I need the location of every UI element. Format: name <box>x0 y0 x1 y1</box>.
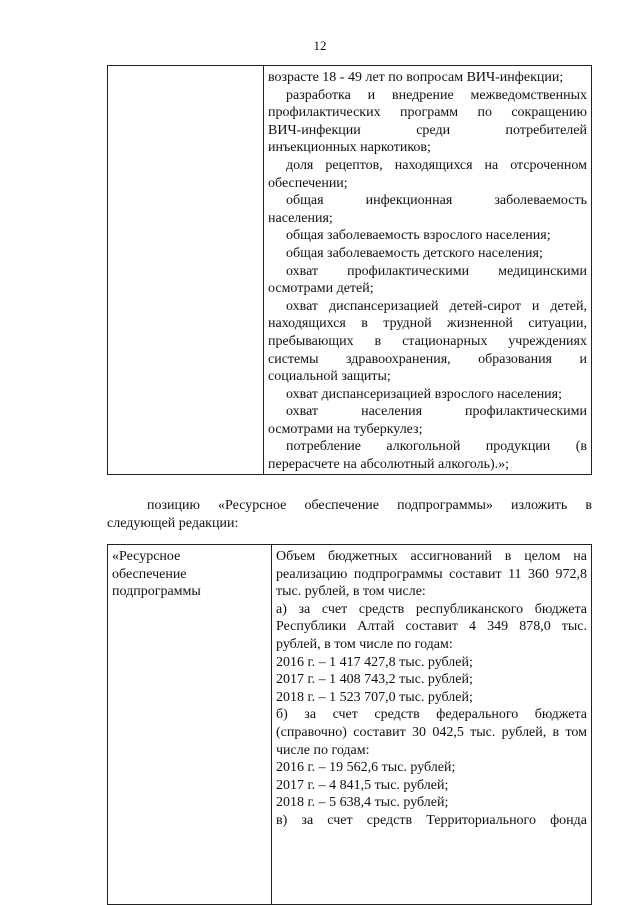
text-line: социальной защиты; <box>268 369 391 385</box>
text-line: 2018 г. – 5 638,4 тыс. рублей; <box>276 795 449 811</box>
text-line: доля рецептов, находящихся на отсроченном <box>286 157 587 173</box>
text-line: 2016 г. – 19 562,6 тыс. рублей; <box>276 760 456 776</box>
resource-label-cell <box>108 545 272 905</box>
label-line: обеспечение <box>112 566 187 582</box>
text-line: обеспечении; <box>268 175 348 191</box>
text-line: охват диспансеризацией взрослого населения; <box>286 386 563 402</box>
text-line: (справочно) составит 30 042,5 тыс. рублей, в том <box>276 724 587 740</box>
page-number: 12 <box>313 38 327 53</box>
text-line: общая заболеваемость детского населения; <box>286 245 543 261</box>
table-row <box>108 66 592 475</box>
paragraph-line: позицию «Ресурсное обеспечение подпрограммы» изложить в <box>147 498 592 513</box>
resource-value-cell <box>272 545 592 905</box>
text-line: охват профилактическими медицинскими <box>286 263 587 279</box>
text-line: находящихся в трудной жизненной ситуации, <box>268 316 587 332</box>
text-line: 2017 г. – 1 408 743,2 тыс. рублей; <box>276 672 473 688</box>
text-line: 2016 г. – 1 417 427,8 тыс. рублей; <box>276 654 473 670</box>
table-cell-empty <box>108 66 264 475</box>
instruction-paragraph <box>107 497 592 532</box>
text-line: пребывающих в стационарных учреждениях <box>268 333 587 349</box>
text-line: б) за счет средств федерального бюджета <box>276 707 587 723</box>
text-line: числе по годам: <box>276 742 370 758</box>
table-row <box>108 545 592 905</box>
text-line: 2017 г. – 4 841,5 тыс. рублей; <box>276 777 449 793</box>
text-line: возрасте 18 - 49 лет по вопросам ВИЧ-инфекции; <box>268 70 564 85</box>
text-line: в) за счет средств Территориального фонда <box>276 812 587 828</box>
text-line: осмотрами детей; <box>268 281 374 297</box>
text-line: Республики Алтай составит 4 349 878,0 тыс. <box>276 619 587 635</box>
text-line: общая заболеваемость взрослого населения; <box>286 228 551 244</box>
text-line: системы здравоохранения, образования и <box>268 351 587 367</box>
text-line: ВИЧ-инфекции среди потребителей <box>268 122 587 138</box>
indicators-table <box>107 65 592 475</box>
text-line: перерасчете на абсолютный алкоголь).»; <box>268 457 510 473</box>
text-line: профилактических программ по сокращению <box>268 105 587 121</box>
resource-table <box>107 544 592 905</box>
text-line: рублей, в том числе по годам: <box>276 636 453 652</box>
text-line: реализацию подпрограммы составит 11 360 972,8 <box>276 566 587 582</box>
text-line: инъекционных наркотиков; <box>268 140 431 156</box>
text-line: общая инфекционная заболеваемость <box>286 193 587 209</box>
text-line: тыс. рублей, в том числе: <box>276 584 426 600</box>
text-line: охват населения профилактическими <box>286 404 587 420</box>
text-line: 2018 г. – 1 523 707,0 тыс. рублей; <box>276 689 473 705</box>
label-line: подпрограммы <box>112 584 201 600</box>
text-line: потребление алкогольной продукции (в <box>286 439 587 455</box>
indicators-cell <box>264 66 592 475</box>
text-line: населения; <box>268 210 333 226</box>
text-line: разработка и внедрение межведомственных <box>286 87 587 103</box>
paragraph-line: следующей редакции: <box>107 515 239 531</box>
text-line: а) за счет средств республиканского бюджета <box>276 601 587 617</box>
text-line: охват диспансеризацией детей-сирот и детей, <box>286 298 587 314</box>
label-line: «Ресурсное <box>112 549 181 564</box>
text-line: осмотрами на туберкулез; <box>268 421 423 437</box>
text-line: Объем бюджетных ассигнований в целом на <box>276 549 587 564</box>
